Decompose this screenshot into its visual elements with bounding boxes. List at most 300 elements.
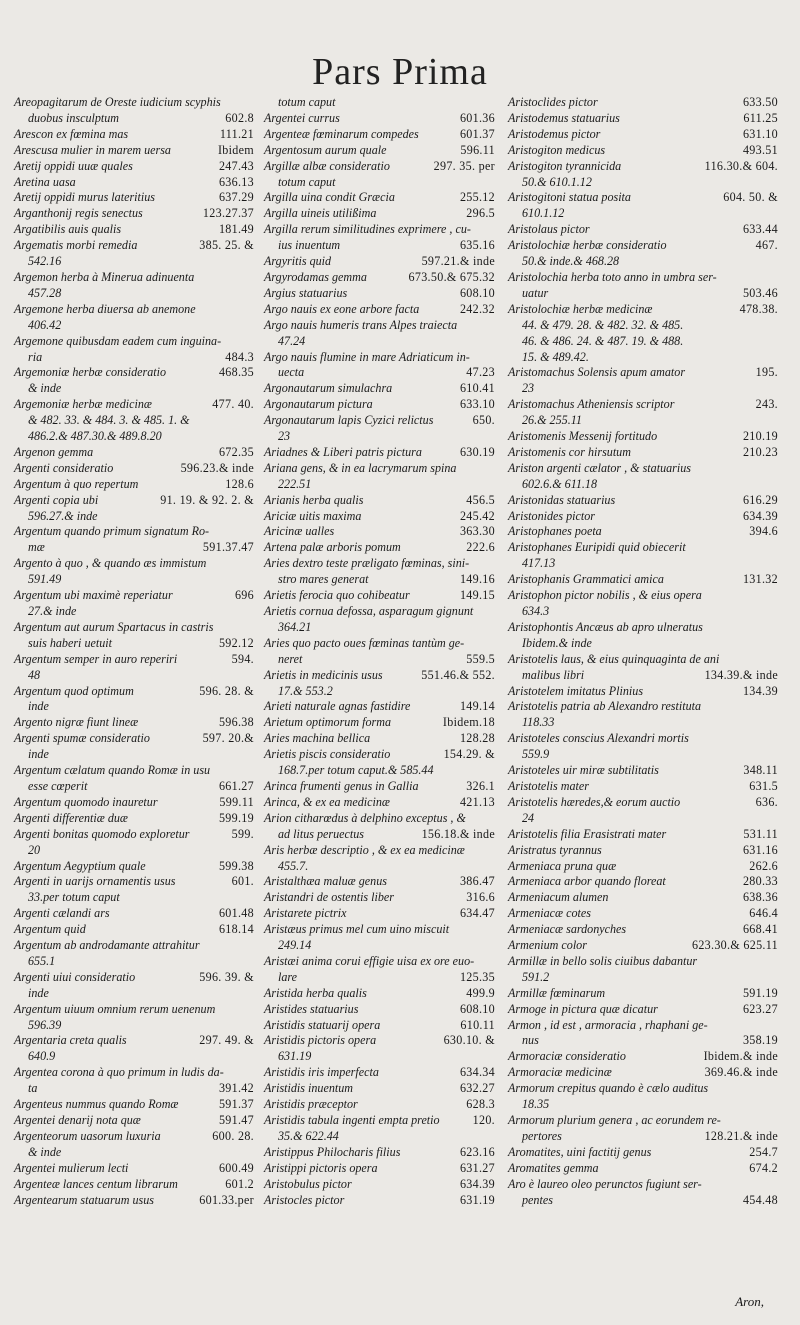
entry-text: 486.2.& 487.30.& 489.8.20 [28,429,162,444]
index-entry [14,859,254,875]
index-entry [508,1002,778,1018]
entry-text: 50.& inde.& 468.28 [522,254,620,269]
entry-reference: 149.14 [457,699,495,715]
entry-text: pentes [522,1192,553,1207]
index-entry [508,365,778,381]
entry-reference: 597. 20.& [200,731,254,747]
entry-text: 47.24 [278,333,306,348]
entry-text: Aristoteles conscius Alexandri mortis [508,731,689,746]
index-entry [264,1065,495,1081]
entry-reference: 631.16 [740,843,778,859]
index-entry [264,413,495,429]
entry-text: inde [28,699,49,714]
index-entry [14,222,254,238]
entry-text: & inde [28,1144,62,1159]
entry-text: Aristodemus statuarius [508,110,620,125]
entry-text: Armon , id est , armoracia , rhaphani ge- [508,1017,708,1032]
index-entry [508,1177,778,1193]
index-entry [264,1193,495,1209]
index-entry [14,715,254,731]
entry-reference: 623.16 [457,1145,495,1161]
index-entry [508,429,778,445]
entry-text: & inde [28,381,62,396]
index-entry [508,302,778,318]
index-entry [14,95,254,111]
entry-text: 249.14 [278,938,312,953]
index-entry [508,222,778,238]
entry-reference: 386.47 [457,874,495,890]
entry-reference: 601.37 [457,127,495,143]
entry-text: Argenti uiui consideratio [14,969,136,984]
entry-text: 35.& 622.44 [278,1128,339,1143]
entry-text: Argentea corona à quo primum in ludis da- [14,1065,224,1080]
entry-text: Aristotelis mater [508,778,589,793]
entry-reference: 326.1 [463,779,495,795]
index-entry [508,493,778,509]
entry-text: Argenti consideratio [14,460,114,475]
entry-text: 655.1 [28,953,56,968]
index-entry [264,429,495,445]
index-entry [14,1177,254,1193]
entry-text: Aristogiton tyrannicida [508,158,622,173]
entry-text: Armeniaca pruna quæ [508,858,617,873]
entry-reference: 210.19 [740,429,778,445]
entry-reference: 628.3 [463,1097,495,1113]
entry-reference: 195. [753,365,778,381]
index-entry [508,572,778,588]
entry-text: Argilla rerum similitudines exprimere , cu- [264,222,471,237]
index-entry [508,143,778,159]
index-entry [264,477,495,493]
index-entry [264,238,495,254]
index-entry [264,620,495,636]
index-entry [14,111,254,127]
entry-reference: 468.35 [216,365,254,381]
entry-reference: 477. 40. [209,397,254,413]
index-entry [14,731,254,747]
entry-text: Arietum optimorum forma [264,715,391,730]
entry-text: 591.2 [522,969,550,984]
entry-reference: 610.11 [457,1018,495,1034]
entry-text: neret [278,651,303,666]
index-entry [264,1002,495,1018]
entry-reference: 262.6 [746,859,778,875]
index-entry [264,1081,495,1097]
index-entry [508,922,778,938]
index-entry [264,365,495,381]
entry-reference: 661.27 [216,779,254,795]
entry-reference: 254.7 [746,1145,778,1161]
entry-text: Aries dextro teste præligato fœminas, sini- [264,556,470,571]
entry-text: Arianis herba qualis [264,492,364,507]
entry-text: stro mares generat [278,572,369,587]
entry-text: Argentosum aurum quale [264,142,387,157]
entry-reference: 610.41 [457,381,495,397]
entry-text: Aristophontis Ancæus ab apro ulneratus [508,619,703,634]
entry-reference: 181.49 [216,222,254,238]
index-entry [14,461,254,477]
index-entry [14,175,254,191]
entry-reference: 596.23.& inde [178,461,254,477]
entry-reference: 596. 28. & [196,684,254,700]
entry-text: Argemoniæ herbæ consideratio [14,365,167,380]
entry-text: malibus libri [522,667,585,682]
index-entry [14,747,254,763]
entry-text: Aristodemus pictor [508,126,601,141]
entry-text: 17.& 553.2 [278,683,333,698]
entry-text: Aristolochiæ herbæ consideratio [508,238,667,253]
entry-text: 26.& 255.11 [522,413,582,428]
index-entry [264,1129,495,1145]
index-entry [264,859,495,875]
index-entry [264,747,495,763]
index-entry [264,222,495,238]
entry-reference: 421.13 [457,795,495,811]
entry-text: Aristomenis Messenij fortitudo [508,429,658,444]
entry-reference: 672.35 [216,445,254,461]
entry-text: Aristalthæa maluæ genus [264,874,387,889]
index-entry [508,159,778,175]
index-entry [264,270,495,286]
index-entry [14,970,254,986]
index-entry [14,1145,254,1161]
index-entry [264,175,495,191]
entry-reference: Ibidem [215,143,254,159]
index-entry [508,684,778,700]
entry-text: Artena palæ arboris pomum [264,540,401,555]
entry-reference: 596. 39. & [196,970,254,986]
index-entry [508,413,778,429]
entry-reference: 116.30.& 604. [702,159,778,175]
entry-text: Armillæ in bello solis ciuibus dabantur [508,953,698,968]
entry-text: Armeniaca arbor quando floreat [508,874,666,889]
entry-text: Aristobulus pictor [264,1176,352,1191]
index-entry [508,190,778,206]
entry-text: Aristoteles uir miræ subtilitatis [508,763,659,778]
index-entry [14,572,254,588]
entry-reference: 634.39 [740,509,778,525]
entry-text: Aristidis statuarij opera [264,1017,381,1032]
entry-reference: 551.46.& 552. [418,668,495,684]
entry-reference: 128.28 [457,731,495,747]
page-title: Pars Prima [312,51,488,93]
entry-text: Arganthonij regis senectus [14,206,143,221]
index-entry [14,1081,254,1097]
entry-text: Aristidis tabula ingenti empta pretio [264,1113,440,1127]
index-entry [264,159,495,175]
entry-reference: 154.29. & [441,747,495,763]
index-entry [14,413,254,429]
entry-text: 596.39 [28,1017,62,1032]
index-entry [264,540,495,556]
entry-text: Argentum quid [14,922,86,937]
entry-text: Aro è laureo oleo perunctos fugiunt ser- [508,1176,702,1191]
entry-reference: 604. 50. & [720,190,778,206]
entry-text: Aristotelis hæredes,& eorum auctio [508,794,681,809]
entry-text: Aromatites, uini factitij genus [508,1144,652,1159]
entry-text: Armoraciæ medicinæ [508,1065,612,1080]
index-entry [508,461,778,477]
entry-reference: 297. 35. per [431,159,495,175]
entry-reference: 599.38 [216,859,254,875]
index-entry [14,986,254,1002]
index-entry [508,811,778,827]
entry-text: Argentum semper in auro reperiri [14,651,178,666]
entry-reference: 646.4 [746,906,778,922]
entry-text: Arietis piscis consideratio [264,747,391,762]
entry-reference: 637.29 [216,190,254,206]
index-entry [264,461,495,477]
entry-text: Argillæ albæ consideratio [264,158,390,173]
entry-reference: 631.10 [740,127,778,143]
index-entry [508,588,778,604]
index-entry [264,684,495,700]
entry-text: 596.27.& inde [28,508,98,523]
entry-reference: 600.49 [216,1161,254,1177]
entry-reference: 594. [229,652,254,668]
entry-reference: 120. [470,1113,495,1129]
entry-reference: 636.13 [216,175,254,191]
entry-reference: 493.51 [740,143,778,159]
entry-text: Aristophon pictor nobilis , & eius opera [508,588,702,603]
entry-text: uecta [278,365,305,380]
entry-text: 631.19 [278,1049,312,1064]
entry-reference: 631.5 [746,779,778,795]
entry-text: ria [28,349,43,364]
index-entry [264,1161,495,1177]
entry-reference: 149.16 [457,572,495,588]
entry-reference: 674.2 [746,1161,778,1177]
entry-text: Aristida herba qualis [264,985,367,1000]
entry-reference: 608.10 [457,1002,495,1018]
index-entry [508,286,778,302]
index-entry [14,270,254,286]
entry-text: Argentaria creta qualis [14,1033,127,1048]
index-entry [14,381,254,397]
entry-reference: 242.32 [457,302,495,318]
entry-text: Arietis ferocia quo cohibeatur [264,588,410,603]
index-entry [508,747,778,763]
entry-text: Ariston argenti cælator , & statuarius [508,460,691,475]
entry-reference: 128.21.& inde [702,1129,778,1145]
entry-text: uatur [522,285,549,300]
entry-text: 634.3 [522,604,550,618]
entry-reference: 599.19 [216,811,254,827]
index-entry [14,1161,254,1177]
entry-reference: 636. [753,795,778,811]
entry-text: Argo nauis flumine in mare Adriaticum in- [264,349,470,364]
index-entry [14,477,254,493]
index-entry [264,970,495,986]
index-entry [14,509,254,525]
entry-reference: 635.16 [457,238,495,254]
entry-text: Aristophanis Grammatici amica [508,572,664,587]
index-entry [264,334,495,350]
entry-text: Argemoniæ herbæ medicinæ [14,397,152,412]
index-entry [14,1097,254,1113]
index-entry [14,1002,254,1018]
entry-text: Aries quo pacto oues fœminas tantùm ge- [264,635,465,650]
index-entry [264,827,495,843]
index-entry [264,493,495,509]
entry-reference: 602.8 [222,111,254,127]
entry-text: Aristratus tyrannus [508,842,602,857]
index-entry [264,699,495,715]
entry-text: 48 [28,667,41,682]
entry-text: Aristarete pictrix [264,906,347,921]
entry-text: Argento à quo , & quando æs immistum [14,556,207,571]
index-entry [508,859,778,875]
entry-text: Argenteorum uasorum luxuria [14,1128,161,1143]
entry-text: 455.7. [278,858,309,873]
entry-text: Argenti bonitas quomodo exploretur [14,826,190,841]
index-entry [508,668,778,684]
entry-text: mæ [28,540,45,555]
entry-reference: 280.33 [740,874,778,890]
index-entry [264,254,495,270]
index-entry [14,763,254,779]
index-entry [14,1049,254,1065]
index-entry [264,1049,495,1065]
index-entry [508,763,778,779]
entry-reference: 125.35 [457,970,495,986]
entry-reference: 633.10 [457,397,495,413]
entry-text: Areopagitarum de Oreste iudicium scyphis [14,95,221,109]
entry-reference: 316.6 [463,890,495,906]
entry-text: 542.16 [28,254,62,269]
entry-text: Arinca frumenti genus in Gallia [264,778,419,793]
index-entry [14,604,254,620]
entry-reference: 633.50 [740,95,778,111]
entry-reference: 591.19 [740,986,778,1002]
index-entry [508,318,778,334]
index-entry [14,397,254,413]
index-entry [14,652,254,668]
index-entry [264,668,495,684]
entry-text: Argonautarum pictura [264,397,373,412]
entry-text: Aristidis inuentum [264,1081,354,1096]
index-entry [508,699,778,715]
index-entry [14,556,254,572]
entry-reference: 601.33.per [196,1193,254,1209]
entry-text: Ariciæ uitis maxima [264,508,362,523]
entry-text: Aristophanes Euripidi quid obiecerit [508,540,686,555]
entry-text: Arescusa mulier in marem uersa [14,142,171,157]
entry-text: 24 [522,810,535,825]
entry-reference: 394.6 [746,524,778,540]
index-entry [264,206,495,222]
entry-text: Aretina uasa [14,174,76,189]
entry-text: Argatibilis auis qualis [14,222,122,237]
entry-text: Aristogiton medicus [508,142,606,157]
entry-text: Argentum à quo repertum [14,476,139,491]
entry-text: Ibidem.& inde [522,635,592,650]
entry-text: totum caput [278,174,336,189]
entry-reference: 296.5 [463,206,495,222]
entry-text: ius inuentum [278,238,341,253]
entry-reference: 243. [753,397,778,413]
entry-text: 222.51 [278,476,312,491]
entry-text: 457.28 [28,285,62,300]
entry-text: Aricinæ ualles [264,524,335,539]
entry-text: Argentum ab androdamante attrahitur [14,938,200,953]
index-entry [14,238,254,254]
index-entry [264,1145,495,1161]
entry-reference: 297. 49. & [196,1033,254,1049]
index-entry [508,731,778,747]
entry-reference: 599. [229,827,254,843]
index-entry [264,143,495,159]
index-column-1 [14,95,254,1208]
entry-reference: 638.36 [740,890,778,906]
entry-text: Arietis in medicinis usus [264,667,383,682]
entry-text: Argentum quando primum signatum Ro- [14,524,210,539]
entry-text: Argemone herba diuersa ab anemone [14,301,196,316]
entry-text: Argentearum statuarum usus [14,1192,154,1207]
index-entry [14,334,254,350]
entry-reference: 616.29 [740,493,778,509]
entry-reference: 601. [229,874,254,890]
entry-reference: 503.46 [740,286,778,302]
entry-reference: 650. [470,413,495,429]
entry-text: Argematis morbi remedia [14,238,138,253]
entry-text: Argius statuarius [264,285,348,300]
entry-reference: 601.2 [222,1177,254,1193]
index-entry [508,1065,778,1081]
entry-text: 406.42 [28,317,62,332]
index-entry [264,95,495,111]
entry-reference: 601.48 [216,906,254,922]
entry-reference: 456.5 [463,493,495,509]
entry-text: Argilla uineis utilißima [264,206,377,221]
index-entry [508,795,778,811]
index-entry [508,270,778,286]
entry-text: Aristotelis laus, & eius quinquaginta de ani [508,651,720,666]
entry-reference: 634.47 [457,906,495,922]
entry-text: Argentum quomodo inauretur [14,794,158,809]
index-entry [264,954,495,970]
entry-text: Armillæ fœminarum [508,985,606,1000]
index-entry [14,1113,254,1129]
index-entry [508,843,778,859]
entry-text: Arescon ex fœmina mas [14,126,129,141]
entry-reference: 673.50.& 675.32 [406,270,495,286]
entry-reference: 611.25 [740,111,778,127]
entry-text: Argonautarum simulachra [264,381,393,396]
entry-reference: 123.27.37 [200,206,254,222]
index-entry [14,302,254,318]
entry-reference: 623.30.& 625.11 [689,938,778,954]
entry-text: Armenium color [508,938,587,953]
index-entry [264,636,495,652]
index-entry [508,890,778,906]
index-entry [508,334,778,350]
index-entry [14,1193,254,1209]
entry-text: Argyrodamas gemma [264,269,367,284]
index-entry [508,477,778,493]
entry-text: Argentum cælatum quando Romæ in usu [14,763,211,778]
index-entry [508,827,778,843]
index-entry [14,350,254,366]
entry-reference: 47.23 [463,365,495,381]
entry-text: 50.& 610.1.12 [522,174,592,189]
index-entry [508,524,778,540]
index-entry [264,445,495,461]
entry-text: Argenti spumæ consideratio [14,731,150,746]
entry-text: Aristidis præceptor [264,1097,358,1112]
entry-text: Argentum aut aurum Spartacus in castris [14,619,214,634]
entry-text: 15. & 489.42. [522,349,589,364]
